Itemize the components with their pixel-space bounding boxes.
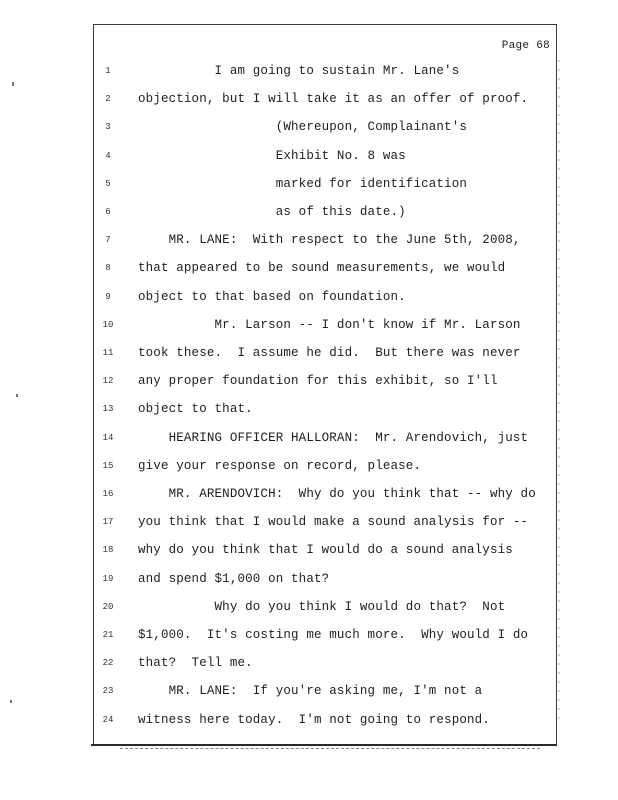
line-number: 12 [102,376,114,387]
transcript-line: Why do you think I would do that? Not [138,599,506,614]
line-number: 20 [102,601,114,612]
line-number: 17 [102,517,114,528]
margin-speck [12,82,14,86]
transcript-line: any proper foundation for this exhibit, so I'll [138,374,498,389]
page-bottom-scan-rule [120,748,540,749]
transcript-line: HEARING OFFICER HALLORAN: Mr. Arendovich, just [138,430,529,445]
transcript-line: objection, but I will take it as an offer of proof. [138,92,529,107]
line-number: 8 [105,263,111,274]
transcript-line: why do you think that I would do a sound analysis [138,543,513,558]
line-number: 13 [102,404,114,415]
transcript-line: MR. LANE: If you're asking me, I'm not a [138,684,483,699]
margin-speck [16,394,18,397]
line-number: 15 [102,460,114,471]
transcript-line: give your response on record, please. [138,458,422,473]
transcript-line: took these. I assume he did. But there was never [138,346,521,360]
transcript-line: that? Tell me. [138,656,253,671]
transcript-line: as of this date.) [138,205,406,219]
transcript-line: marked for identification [138,176,468,191]
line-number: 18 [102,545,114,556]
line-number: 19 [102,573,114,584]
line-number: 14 [102,432,114,443]
line-number: 22 [102,658,114,669]
line-number: 16 [102,489,114,499]
transcript-line: object to that. [138,402,253,417]
line-number: 1 [105,66,111,76]
transcript-line: Exhibit No. 8 was [138,148,406,163]
line-number: 7 [105,235,111,246]
transcript-line: MR. LANE: With respect to the June 5th, 2008, [138,233,521,248]
transcript-line: object to that based on foundation. [138,289,406,304]
scan-edge-noise [558,60,560,720]
transcript-line: witness here today. I'm not going to respond. [138,712,490,727]
transcript-line: that appeared to be sound measurements, we would [138,261,506,276]
line-number: 6 [105,207,111,217]
line-number: 3 [105,122,111,133]
transcript-line: I am going to sustain Mr. Lane's [138,64,460,78]
transcript-line: (Whereupon, Complainant's [138,120,468,135]
line-number: 2 [105,94,111,105]
page-bottom-rule [91,744,557,746]
line-number: 9 [105,291,111,302]
page-number-label: Page 68 [501,40,550,52]
line-number: 10 [102,319,114,330]
line-number: 11 [102,348,114,358]
margin-speck [10,700,12,703]
transcript-line: Mr. Larson -- I don't know if Mr. Larson [138,317,521,332]
transcript-line: and spend $1,000 on that? [138,571,330,586]
line-number: 5 [105,178,111,189]
line-number: 21 [102,630,114,640]
line-number: 24 [102,714,114,725]
transcript-line: MR. ARENDOVICH: Why do you think that -- why do [138,487,536,501]
transcript-line: you think that I would make a sound analysis for -- [138,515,529,530]
transcript-line: $1,000. It's costing me much more. Why would I do [138,628,529,642]
line-number: 4 [105,150,111,161]
line-number: 23 [102,686,114,697]
